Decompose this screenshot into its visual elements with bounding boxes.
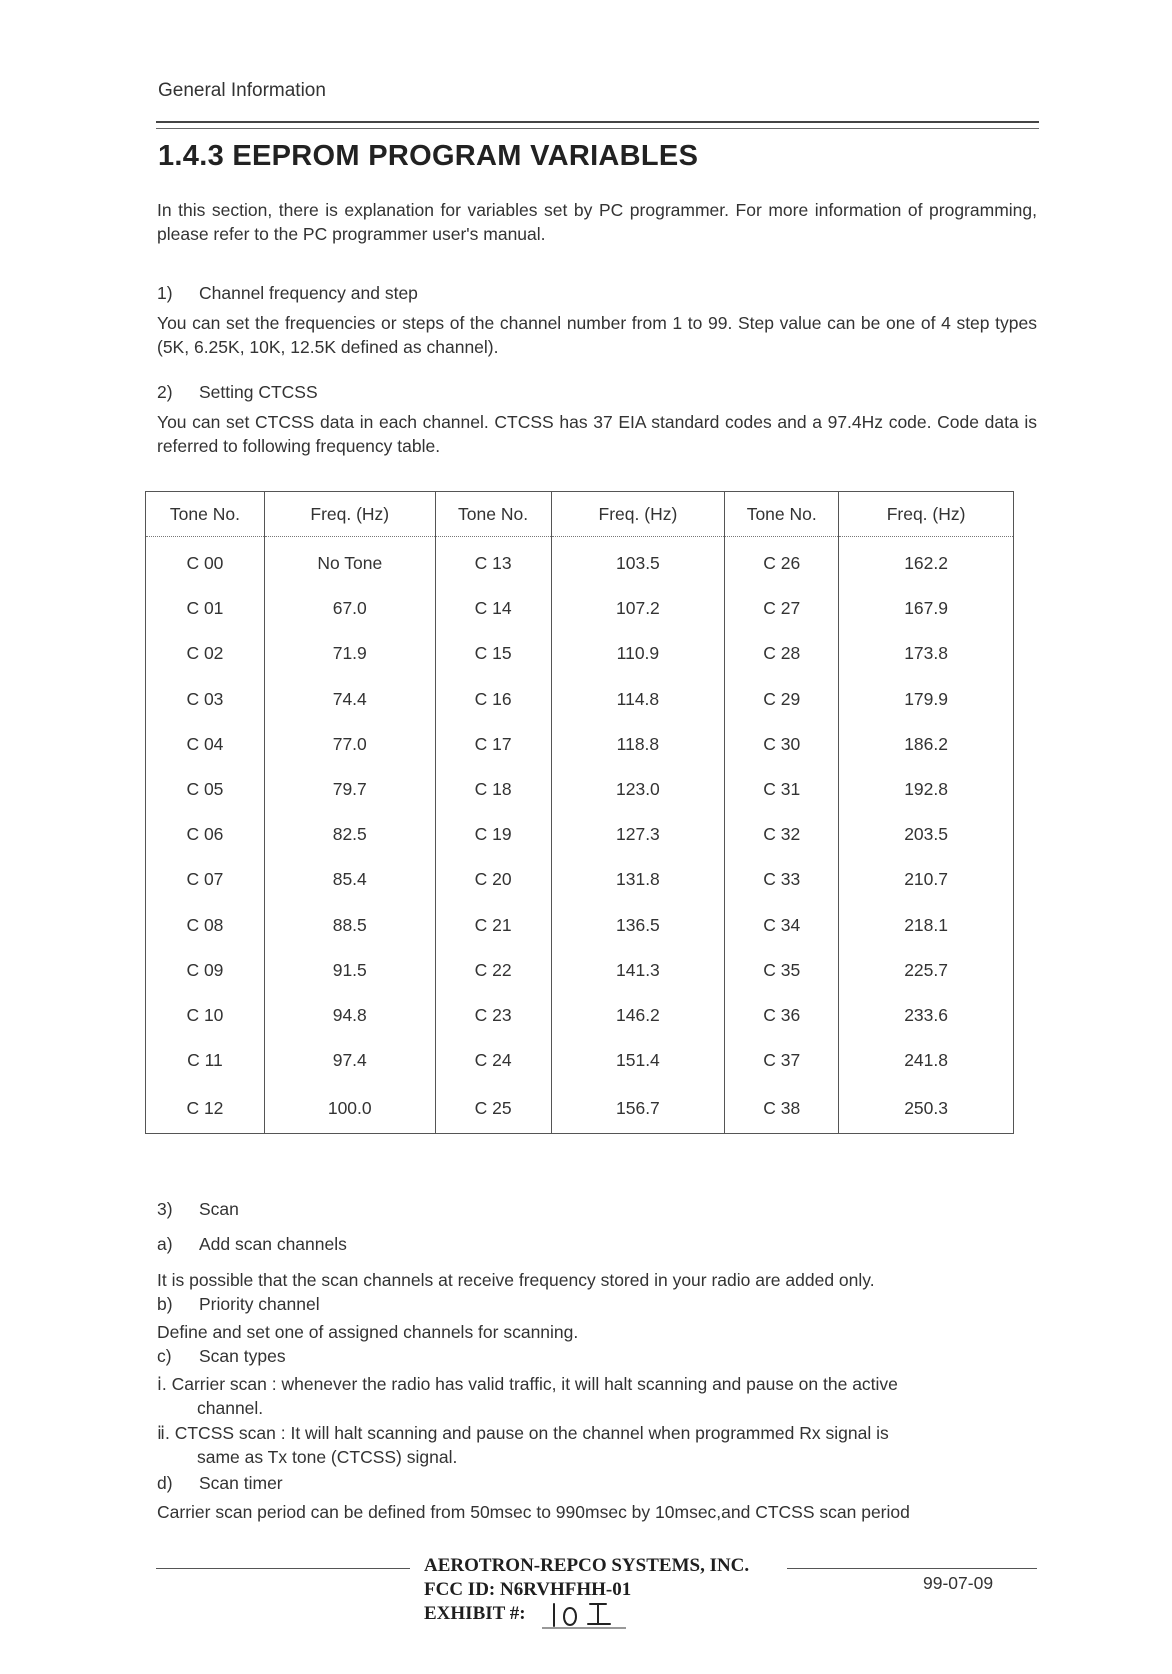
scan-type-carrier: ⅰ. Carrier scan : whenever the radio has valid traffic, it will halt scanning and pause on the active: [157, 1374, 898, 1394]
tone-number-cell: C 08: [146, 903, 265, 948]
tone-number-cell: C 02: [146, 631, 265, 676]
table-row: [146, 767, 1014, 812]
table-row: [146, 812, 1014, 857]
ctcss-frequency-table: [145, 491, 1014, 1134]
scan-a-number: a): [157, 1234, 173, 1254]
item-2-heading: [157, 382, 318, 403]
tone-number-cell: C 23: [435, 993, 551, 1038]
tone-number-cell: C 06: [146, 812, 265, 857]
tone-number-cell: C 10: [146, 993, 265, 1038]
scan-type-carrier-cont: channel.: [197, 1398, 264, 1418]
scan-c-heading: [157, 1346, 286, 1367]
tone-number-cell: C 15: [435, 631, 551, 676]
table-row: [146, 722, 1014, 767]
footer-rule-left: [156, 1568, 410, 1569]
table-header-cell: Tone No.: [435, 492, 551, 537]
item-2-title: Setting CTCSS: [199, 382, 318, 402]
item-1-heading: [157, 283, 418, 304]
frequency-cell: 186.2: [839, 722, 1014, 767]
frequency-cell: 218.1: [839, 903, 1014, 948]
frequency-cell: 114.8: [551, 677, 725, 722]
table-row: [146, 677, 1014, 722]
fcc-id: FCC ID: N6RVHFHH-01: [424, 1579, 632, 1600]
frequency-cell: No Tone: [264, 537, 435, 587]
item-3-number: 3): [157, 1199, 173, 1219]
frequency-cell: 141.3: [551, 948, 725, 993]
frequency-cell: 118.8: [551, 722, 725, 767]
tone-number-cell: C 24: [435, 1038, 551, 1083]
tone-number-cell: C 19: [435, 812, 551, 857]
frequency-cell: 203.5: [839, 812, 1014, 857]
scan-b-body: Define and set one of assigned channels for scanning.: [157, 1322, 579, 1342]
table-row: [146, 631, 1014, 676]
frequency-cell: 127.3: [551, 812, 725, 857]
table-body: [146, 537, 1014, 1134]
frequency-cell: 192.8: [839, 767, 1014, 812]
frequency-cell: 71.9: [264, 631, 435, 676]
item-2-number: 2): [157, 382, 173, 402]
frequency-cell: 225.7: [839, 948, 1014, 993]
company-name: AEROTRON-REPCO SYSTEMS, INC.: [424, 1555, 750, 1576]
item-1-title: Channel frequency and step: [199, 283, 418, 303]
scan-d-heading: [157, 1473, 283, 1494]
footer-rule-right: [787, 1568, 1037, 1569]
frequency-cell: 107.2: [551, 586, 725, 631]
table-row: [146, 948, 1014, 993]
tone-number-cell: C 14: [435, 586, 551, 631]
intro-paragraph: In this section, there is explanation for variables set by PC programmer. For more information of programming, please refer to the PC programmer user's manual.: [157, 200, 1037, 244]
tone-number-cell: C 37: [725, 1038, 839, 1083]
table-row: [146, 857, 1014, 902]
frequency-cell: 210.7: [839, 857, 1014, 902]
tone-number-cell: C 11: [146, 1038, 265, 1083]
scan-b-title: Priority channel: [199, 1294, 320, 1314]
table-row: [146, 993, 1014, 1038]
tone-number-cell: C 27: [725, 586, 839, 631]
scan-d-title: Scan timer: [199, 1473, 283, 1493]
scan-d-body: Carrier scan period can be defined from 50msec to 990msec by 10msec,and CTCSS scan period: [157, 1502, 910, 1522]
frequency-cell: 110.9: [551, 631, 725, 676]
tone-number-cell: C 05: [146, 767, 265, 812]
frequency-cell: 241.8: [839, 1038, 1014, 1083]
tone-number-cell: C 17: [435, 722, 551, 767]
scan-d-number: d): [157, 1473, 173, 1493]
tone-number-cell: C 04: [146, 722, 265, 767]
tone-number-cell: C 01: [146, 586, 265, 631]
scan-c-number: c): [157, 1346, 172, 1366]
tone-number-cell: C 07: [146, 857, 265, 902]
tone-number-cell: C 31: [725, 767, 839, 812]
frequency-cell: 136.5: [551, 903, 725, 948]
frequency-cell: 123.0: [551, 767, 725, 812]
frequency-cell: 250.3: [839, 1083, 1014, 1134]
exhibit-label: EXHIBIT #:: [424, 1603, 526, 1624]
tone-number-cell: C 35: [725, 948, 839, 993]
tone-number-cell: C 00: [146, 537, 265, 587]
tone-number-cell: C 30: [725, 722, 839, 767]
table-row: [146, 903, 1014, 948]
section-title: 1.4.3 EEPROM PROGRAM VARIABLES: [158, 140, 699, 172]
frequency-cell: 179.9: [839, 677, 1014, 722]
frequency-cell: 67.0: [264, 586, 435, 631]
frequency-cell: 100.0: [264, 1083, 435, 1134]
tone-number-cell: C 33: [725, 857, 839, 902]
table-header-cell: Freq. (Hz): [264, 492, 435, 537]
tone-number-cell: C 09: [146, 948, 265, 993]
header-rule: [156, 121, 1039, 129]
item-3-heading: [157, 1199, 239, 1220]
frequency-cell: 156.7: [551, 1083, 725, 1134]
tone-number-cell: C 26: [725, 537, 839, 587]
frequency-cell: 79.7: [264, 767, 435, 812]
tone-number-cell: C 34: [725, 903, 839, 948]
tone-number-cell: C 21: [435, 903, 551, 948]
table-header-row: [146, 492, 1014, 537]
tone-number-cell: C 16: [435, 677, 551, 722]
tone-number-cell: C 29: [725, 677, 839, 722]
scan-c-title: Scan types: [199, 1346, 286, 1366]
frequency-cell: 91.5: [264, 948, 435, 993]
tone-number-cell: C 38: [725, 1083, 839, 1134]
tone-number-cell: C 22: [435, 948, 551, 993]
table-header-cell: Freq. (Hz): [551, 492, 725, 537]
tone-number-cell: C 03: [146, 677, 265, 722]
frequency-cell: 173.8: [839, 631, 1014, 676]
table-header-cell: Freq. (Hz): [839, 492, 1014, 537]
frequency-cell: 131.8: [551, 857, 725, 902]
table-row: [146, 586, 1014, 631]
tone-number-cell: C 13: [435, 537, 551, 587]
running-head: General Information: [158, 80, 326, 101]
scan-a-body: It is possible that the scan channels at receive frequency stored in your radio are added only.: [157, 1270, 875, 1290]
tone-number-cell: C 28: [725, 631, 839, 676]
table-header-cell: Tone No.: [146, 492, 265, 537]
frequency-cell: 77.0: [264, 722, 435, 767]
scan-a-heading: [157, 1234, 347, 1255]
item-1-body: You can set the frequencies or steps of the channel number from 1 to 99. Step value can be one of 4 step types (5K, 6.25K, 10K, 12.5K defined as channel).: [157, 313, 1037, 357]
tone-number-cell: C 20: [435, 857, 551, 902]
frequency-cell: 146.2: [551, 993, 725, 1038]
frequency-cell: 167.9: [839, 586, 1014, 631]
frequency-cell: 151.4: [551, 1038, 725, 1083]
frequency-cell: 103.5: [551, 537, 725, 587]
frequency-cell: 82.5: [264, 812, 435, 857]
footer-date: 99-07-09: [923, 1573, 994, 1593]
tone-number-cell: C 32: [725, 812, 839, 857]
table-row: [146, 1083, 1014, 1134]
scan-b-number: b): [157, 1294, 173, 1314]
tone-number-cell: C 36: [725, 993, 839, 1038]
item-1-number: 1): [157, 283, 173, 303]
scan-a-title: Add scan channels: [199, 1234, 347, 1254]
frequency-cell: 233.6: [839, 993, 1014, 1038]
frequency-cell: 88.5: [264, 903, 435, 948]
item-3-title: Scan: [199, 1199, 239, 1219]
table-row: [146, 1038, 1014, 1083]
tone-number-cell: C 25: [435, 1083, 551, 1134]
frequency-cell: 74.4: [264, 677, 435, 722]
tone-number-cell: C 12: [146, 1083, 265, 1134]
frequency-cell: 94.8: [264, 993, 435, 1038]
scan-type-ctcss: ⅱ. CTCSS scan : It will halt scanning and pause on the channel when programmed Rx signal is: [157, 1423, 889, 1443]
table-header-cell: Tone No.: [725, 492, 839, 537]
frequency-cell: 97.4: [264, 1038, 435, 1083]
frequency-cell: 162.2: [839, 537, 1014, 587]
item-2-body: You can set CTCSS data in each channel. CTCSS has 37 EIA standard codes and a 97.4Hz code. Code data is referred to following frequency table.: [157, 412, 1037, 456]
handwritten-exhibit-number: [540, 1598, 632, 1632]
scan-type-ctcss-cont: same as Tx tone (CTCSS) signal.: [197, 1447, 458, 1467]
scan-b-heading: [157, 1294, 320, 1315]
frequency-cell: 85.4: [264, 857, 435, 902]
tone-number-cell: C 18: [435, 767, 551, 812]
table-row: [146, 537, 1014, 587]
